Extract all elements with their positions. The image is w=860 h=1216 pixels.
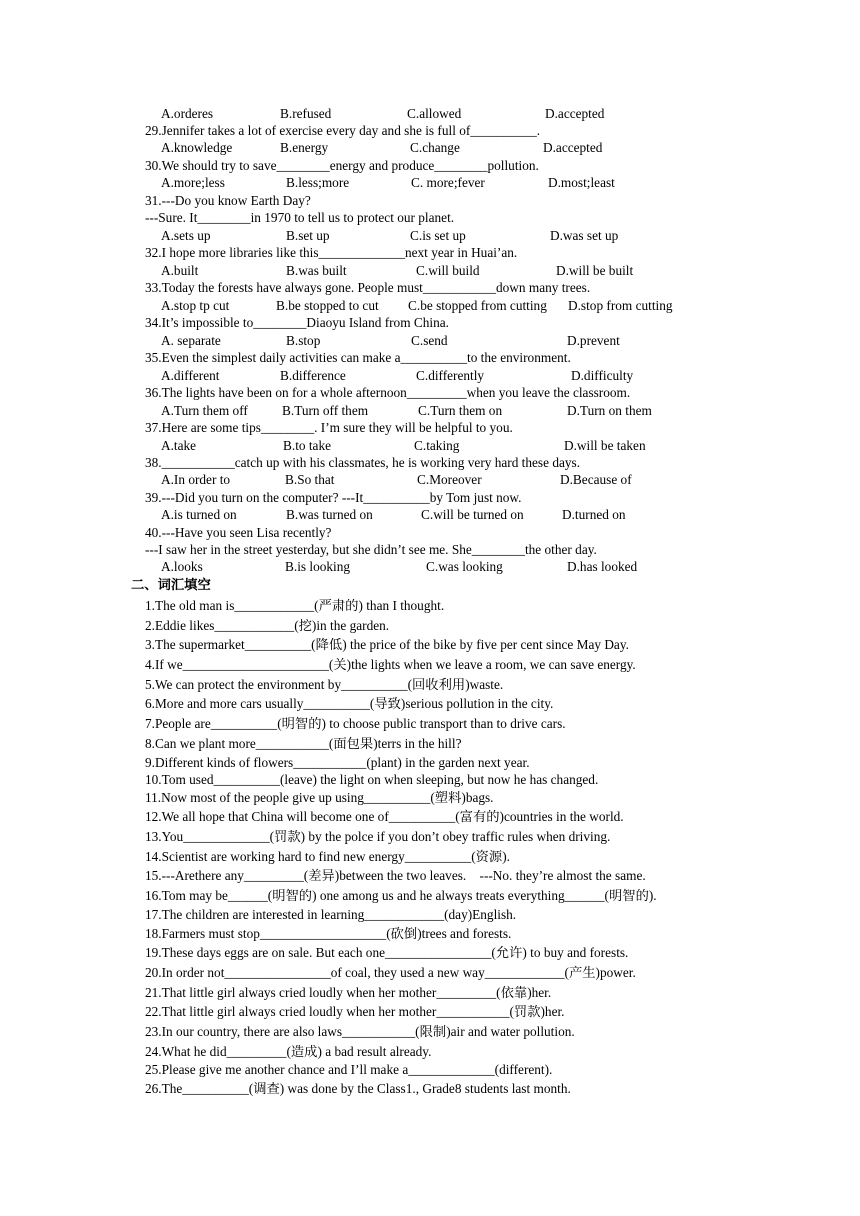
option-label: C.change: [410, 140, 460, 155]
option-label: D.accepted: [545, 106, 605, 121]
option-label: A.orderes: [161, 106, 214, 121]
question-text: 33.Today the forests have always gone. People must___________down many trees.: [145, 280, 591, 295]
option-label: C.differently: [416, 368, 485, 383]
option-label: A.built: [161, 263, 199, 278]
options-row: [161, 558, 821, 575]
fill-in-item: 26.The__________(调查) was done by the Class1., Grade8 students last month.: [145, 1081, 571, 1096]
option-label: D.difficulty: [571, 368, 634, 383]
option-label: D.most;least: [548, 175, 615, 190]
options-row: [161, 332, 821, 349]
question-text: 29.Jennifer takes a lot of exercise every day and she is full of__________.: [145, 123, 541, 138]
option-label: B.be stopped to cut: [276, 298, 379, 313]
option-label: C.was looking: [426, 559, 503, 574]
fill-in-item: 16.Tom may be______(明智的) one among us and he always treats everything______(明智的).: [145, 888, 657, 903]
option-label: A.more;less: [161, 175, 225, 190]
option-label: D.has looked: [567, 559, 638, 574]
question-text: ---I saw her in the street yesterday, but she didn’t see me. She________the other day.: [145, 542, 597, 557]
fill-in-item: 9.Different kinds of flowers___________(plant) in the garden next year.: [145, 755, 530, 770]
fill-in-item: 11.Now most of the people give up using__________(塑料)bags.: [145, 790, 494, 805]
option-label: C.will be turned on: [421, 507, 524, 522]
option-label: B.stop: [286, 333, 321, 348]
option-label: A.looks: [161, 559, 203, 574]
option-label: A.In order to: [161, 472, 231, 487]
option-label: C.Turn them on: [418, 403, 503, 418]
option-label: A.different: [161, 368, 220, 383]
option-label: A.sets up: [161, 228, 211, 243]
fill-in-item: 7.People are__________(明智的) to choose public transport than to drive cars.: [145, 716, 566, 731]
fill-in-item: 3.The supermarket__________(降低) the price of the bike by five per cent since May Day.: [145, 637, 629, 652]
question-text: 32.I hope more libraries like this_____________next year in Huai’an.: [145, 245, 518, 260]
option-label: C.is set up: [410, 228, 466, 243]
option-label: C.will build: [416, 263, 480, 278]
option-label: D.will be taken: [564, 438, 646, 453]
options-row: [161, 139, 821, 156]
fill-in-item: 18.Farmers must stop___________________(砍倒)trees and forests.: [145, 926, 512, 941]
options-row: [161, 506, 821, 523]
fill-in-item: 22.That little girl always cried loudly when her mother___________(罚款)her.: [145, 1004, 565, 1019]
option-label: B.difference: [280, 368, 346, 383]
fill-in-item: 10.Tom used__________(leave) the light on when sleeping, but now he has changed.: [145, 772, 599, 787]
option-label: D.accepted: [543, 140, 603, 155]
option-label: B.was turned on: [286, 507, 373, 522]
option-label: B.less;more: [286, 175, 350, 190]
option-label: B.was built: [286, 263, 347, 278]
option-label: B.energy: [280, 140, 329, 155]
options-row: [161, 262, 821, 279]
fill-in-item: 25.Please give me another chance and I’ll make a_____________(different).: [145, 1062, 553, 1077]
fill-in-item: 6.More and more cars usually__________(导致)serious pollution in the city.: [145, 696, 554, 711]
option-label: B.is looking: [285, 559, 351, 574]
option-label: D.will be built: [556, 263, 634, 278]
option-label: A. separate: [161, 333, 221, 348]
option-label: C.Moreover: [417, 472, 482, 487]
fill-in-item: 23.In our country, there are also laws___________(限制)air and water pollution.: [145, 1024, 575, 1039]
section-heading: 二、词汇填空: [131, 578, 211, 593]
option-label: D.prevent: [567, 333, 620, 348]
question-text: 36.The lights have been on for a whole afternoon_________when you leave the classroom.: [145, 385, 631, 400]
option-label: C.allowed: [407, 106, 462, 121]
question-text: ---Sure. It________in 1970 to tell us to protect our planet.: [145, 210, 455, 225]
fill-in-item: 15.---Arethere any_________(差异)between the two leaves. ---No. they’re almost the same.: [145, 868, 646, 883]
option-label: B.to take: [283, 438, 332, 453]
options-row: [161, 437, 821, 454]
option-label: C.taking: [414, 438, 460, 453]
fill-in-item: 20.In order not________________of coal, they used a new way____________(产生)power.: [145, 965, 636, 980]
option-label: D.was set up: [550, 228, 619, 243]
option-label: C. more;fever: [411, 175, 485, 190]
option-label: A.knowledge: [161, 140, 233, 155]
option-label: D.turned on: [562, 507, 626, 522]
question-text: 37.Here are some tips________. I’m sure they will be helpful to you.: [145, 420, 513, 435]
fill-in-item: 2.Eddie likes____________(挖)in the garden.: [145, 618, 390, 633]
options-row: [161, 402, 821, 419]
options-row: [161, 297, 821, 314]
fill-in-item: 4.If we______________________(关)the lights when we leave a room, we can save energy.: [145, 657, 636, 672]
fill-in-item: 13.You_____________(罚款) by the polce if you don’t obey traffic rules when driving.: [145, 829, 611, 844]
option-label: B.set up: [286, 228, 330, 243]
fill-in-item: 5.We can protect the environment by__________(回收利用)waste.: [145, 677, 504, 692]
option-label: A.is turned on: [161, 507, 237, 522]
question-text: 35.Even the simplest daily activities can make a__________to the environment.: [145, 350, 571, 365]
fill-in-item: 24.What he did_________(造成) a bad result already.: [145, 1044, 432, 1059]
option-label: B.So that: [285, 472, 335, 487]
option-label: D.Turn on them: [567, 403, 652, 418]
question-text: 31.---Do you know Earth Day?: [145, 193, 311, 208]
option-label: C.be stopped from cutting: [408, 298, 547, 313]
option-label: C.send: [411, 333, 448, 348]
fill-in-item: 19.These days eggs are on sale. But each one________________(允许) to buy and forests.: [145, 945, 629, 960]
option-label: A.take: [161, 438, 197, 453]
question-text: 34.It’s impossible to________Diaoyu Island from China.: [145, 315, 449, 330]
question-text: 39.---Did you turn on the computer? ---It__________by Tom just now.: [145, 490, 522, 505]
options-row: [161, 471, 821, 488]
option-label: B.Turn off them: [282, 403, 369, 418]
fill-in-item: 14.Scientist are working hard to find new energy__________(资源).: [145, 849, 510, 864]
question-text: 30.We should try to save________energy and produce________pollution.: [145, 158, 539, 173]
fill-in-item: 12.We all hope that China will become one of__________(富有的)countries in the world.: [145, 809, 624, 824]
options-row: [161, 174, 821, 191]
question-text: 40.---Have you seen Lisa recently?: [145, 525, 332, 540]
option-label: B.refused: [280, 106, 332, 121]
fill-in-item: 1.The old man is____________(严肃的) than I thought.: [145, 598, 445, 613]
options-row: [161, 367, 821, 384]
options-row: [161, 227, 821, 244]
fill-in-item: 21.That little girl always cried loudly when her mother_________(依靠)her.: [145, 985, 552, 1000]
fill-in-item: 8.Can we plant more___________(面包果)terrs in the hill?: [145, 736, 462, 751]
fill-in-item: 17.The children are interested in learning____________(day)English.: [145, 907, 517, 922]
options-row: [161, 105, 821, 122]
option-label: A.stop tp cut: [161, 298, 230, 313]
option-label: D.stop from cutting: [568, 298, 673, 313]
option-label: A.Turn them off: [161, 403, 248, 418]
question-text: 38.___________catch up with his classmates, he is working very hard these days.: [145, 455, 581, 470]
option-label: D.Because of: [560, 472, 632, 487]
